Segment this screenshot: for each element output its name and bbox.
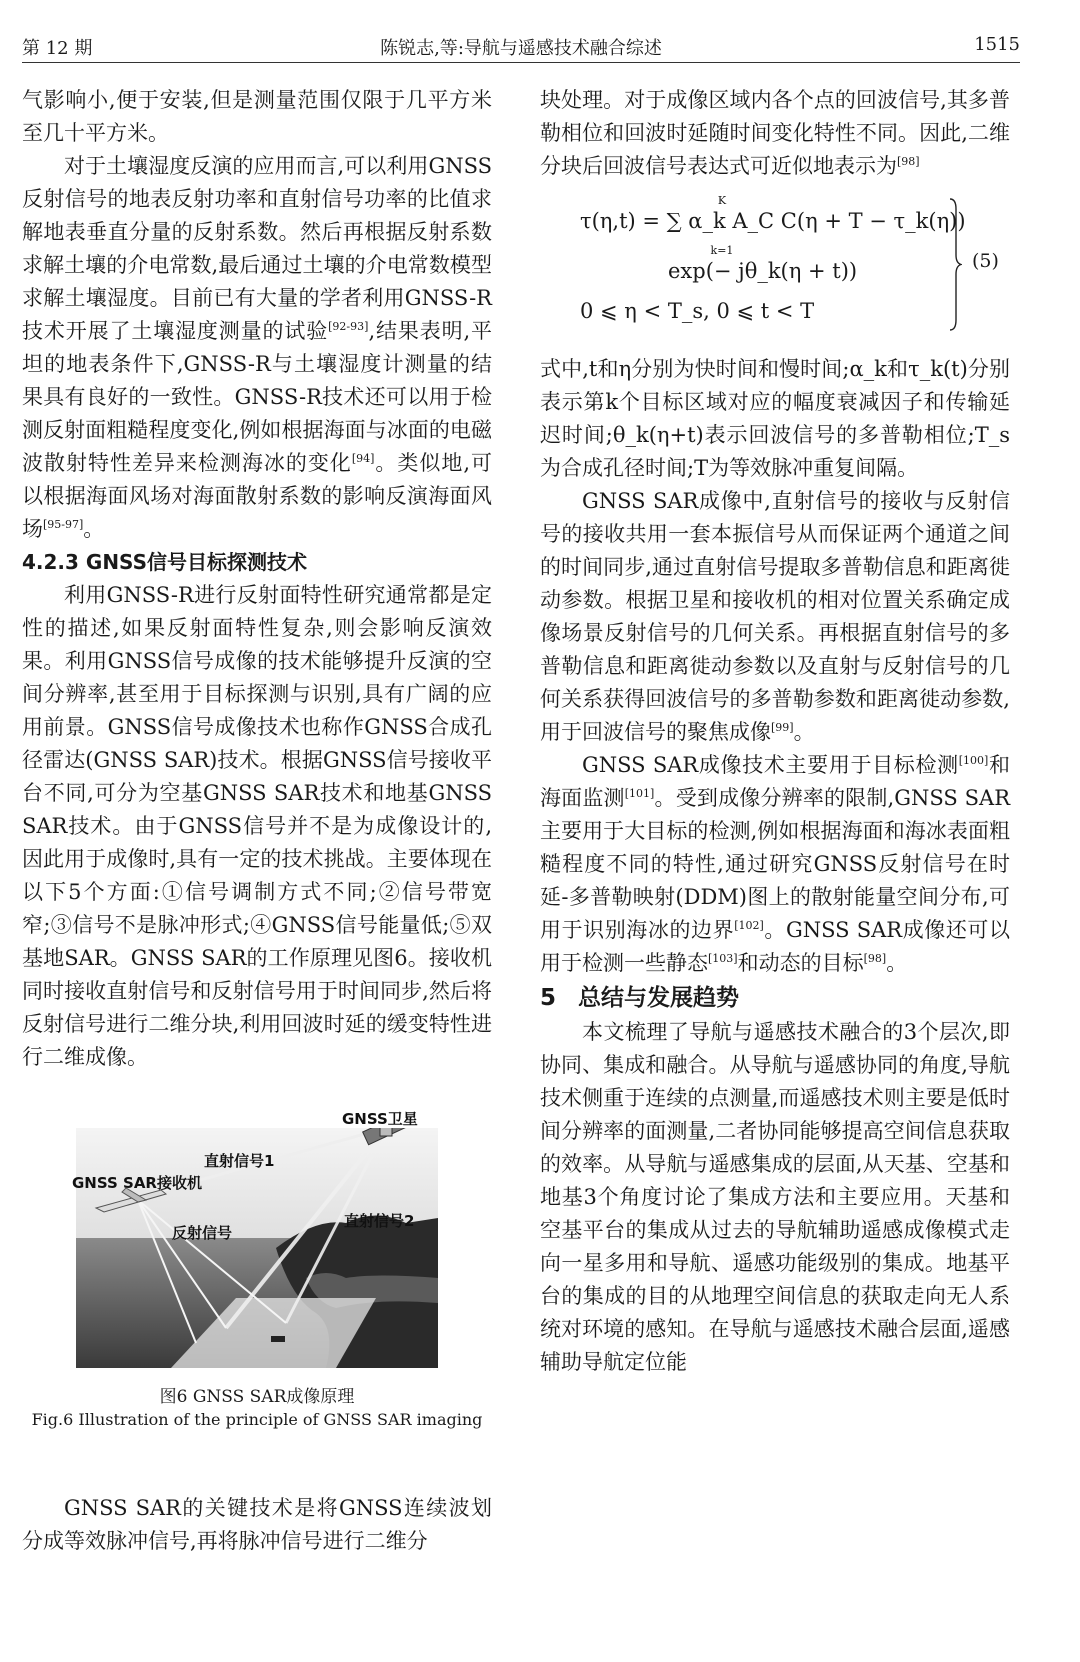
- left-column-bottom: [22, 1492, 492, 1558]
- citation[interactable]: [94]: [351, 452, 375, 465]
- citation[interactable]: [101]: [624, 787, 655, 800]
- target-boat: [271, 1336, 285, 1342]
- paragraph-summary: 本文梳理了导航与遥感技术融合的3个层次,即协同、集成和融合。从导航与遥感协同的角度,导航技术侧重于连续的点测量,而遥感技术则主要是低时间分辨率的面测量,二者协同能够提高空间信息获取的效率。从导航与遥感集成的层面,从天基、空基和地基3个角度讨论了集成方法和主要应用。天基和空基平台的集成从过去的导航辅助遥感成像模式走向一星多用和导航、遥感功能级别的集成。地基平台的集成的目的从地理空间信息的获取走向无人系统对环境的感知。在导航与遥感技术融合层面,遥感辅助导航定位能: [540, 1020, 1010, 1374]
- sum-lower-limit: k=1: [710, 244, 734, 257]
- figure-label-satellite: GNSS卫星: [342, 1110, 418, 1128]
- equation-number: (5): [972, 250, 999, 272]
- figure-caption-en: Fig.6 Illustration of the principle of GNSS SAR imaging: [31, 1410, 483, 1429]
- citation[interactable]: [98]: [863, 952, 887, 965]
- paragraph-block-processing: 块处理。对于成像区域内各个点的回波信号,其多普勒相位和回波时延随时间变化特性不同。因此,二维分块后回波信号表达式可近似地表示为[98]: [540, 88, 1010, 178]
- equation-line-1: τ(η,t) = ∑ α_k A_C C(η + T − τ_k(η)): [580, 209, 966, 233]
- running-title: 陈锐志,等:导航与遥感技术融合综述: [380, 38, 662, 59]
- right-brace-icon: [948, 197, 962, 332]
- figure-caption-cn: 图6 GNSS SAR成像原理: [159, 1387, 355, 1407]
- equation-line-2: exp(− jθ_k(η + t)): [668, 259, 858, 283]
- citation[interactable]: [103]: [708, 952, 738, 965]
- section-number: 5: [540, 985, 557, 1011]
- running-header: [22, 26, 1020, 66]
- section-title: 总结与发展趋势: [578, 985, 739, 1011]
- section-heading-5: [540, 980, 1010, 1016]
- paragraph-soil-moisture: 对于土壤湿度反演的应用而言,可以利用GNSS反射信号的地表反射功率和直射信号功率的比值求解地表垂直分量的反射系数。然后再根据反射系数求解土壤的介电常数,最后通过土壤的介电常数模型求解土壤湿度。目前已有大量的学者利用GNSS-R技术开展了土壤湿度测量的试验[92-93],结果表明,平坦的地表条件下,GNSS-R与土壤湿度计测量的结果具有良好的一致性。GNSS-R技术还可以用于检测反射面粗糙程度变化,例如根据海面与冰面的电磁波散射特性差异来检测海冰的变化[94]。类似地,可以根据海面风场对海面散射系数的影响反演海面风场[95-97]。: [22, 154, 493, 541]
- header-rule: [22, 62, 1020, 63]
- citation[interactable]: [92-93]: [328, 320, 369, 333]
- paragraph-equation-explanation: 式中,t和η分别为快时间和慢时间;α_k和τ_k(t)分别表示第k个目标区域对应的幅度衰减因子和传输延迟时间;θ_k(η+t)表示回波信号的多普勒相位;T_s为合成孔径时间;T为等效脉冲重复间隔。: [540, 357, 1010, 480]
- citation[interactable]: [102]: [734, 919, 764, 932]
- sum-limits: K: [717, 194, 727, 207]
- citation[interactable]: [95-97]: [43, 518, 84, 531]
- paragraph-key-technology: GNSS SAR的关键技术是将GNSS连续波划分成等效脉冲信号,再将脉冲信号进行二维分: [22, 1496, 492, 1553]
- figure-label-direct-2: 直射信号2: [344, 1212, 415, 1230]
- paragraph: 气影响小,便于安装,但是测量范围仅限于几平方米至几十平方米。: [22, 88, 492, 145]
- issue-number: 第 12 期: [22, 38, 93, 59]
- right-column: [540, 84, 1010, 1379]
- citation[interactable]: [98]: [897, 155, 920, 168]
- paragraph-sar-applications: GNSS SAR成像技术主要用于目标检测[100]和海面监测[101]。受到成像分辨率的限制,GNSS SAR主要用于大目标的检测,例如根据海面和海冰表面粗糙程度不同的特性,通过研究GNSS反射信号在时延-多普勒映射(DDM)图上的散射能量空间分布,可用于识别海冰的边界[102]。GNSS SAR成像还可以用于检测一些静态[103]和动态的目标[98]。: [540, 753, 1011, 975]
- equation-line-3: 0 ⩽ η < T_s, 0 ⩽ t < T: [580, 299, 815, 323]
- figure-label-reflected: 反射信号: [172, 1224, 233, 1242]
- page-number: 1515: [974, 34, 1020, 55]
- paragraph-sar-imaging: GNSS SAR成像中,直射信号的接收与反射信号的接收共用一套本振信号从而保证两个通道之间的时间同步,通过直射信号提取多普勒信息和距离徙动参数。根据卫星和接收机的相对位置关系确定成像场景反射信号的几何关系。再根据直射信号的多普勒信息和距离徙动参数以及直射与反射信号的几何关系获得回波信号的多普勒参数和距离徙动参数,用于回波信号的聚焦成像[99]。: [540, 489, 1010, 744]
- citation[interactable]: [100]: [958, 754, 989, 767]
- figure-label-receiver: GNSS SAR接收机: [72, 1174, 202, 1192]
- left-column: [22, 84, 492, 1074]
- equation-5: [540, 187, 1010, 347]
- figure-label-direct-1: 直射信号1: [204, 1152, 275, 1170]
- figure-6: [22, 1100, 492, 1430]
- paragraph-target-detection: 利用GNSS-R进行反射面特性研究通常都是定性的描述,如果反射面特性复杂,则会影响反演效果。利用GNSS信号成像的技术能够提升反演的空间分辨率,甚至用于目标探测与识别,具有广阔的应用前景。GNSS信号成像技术也称作GNSS合成孔径雷达(GNSS SAR)技术。根据GNSS信号接收平台不同,可分为空基GNSS SAR技术和地基GNSS SAR技术。由于GNSS信号并不是为成像设计的,因此用于成像时,具有一定的技术挑战。主要体现在以下5个方面:①信号调制方式不同;②信号带宽窄;③信号不是脉冲形式;④GNSS信号能量低;⑤双基地SAR。GNSS SAR的工作原理见图6。接收机同时接收直射信号和反射信号用于时间同步,然后将反射信号进行二维分块,利用回波时延的缓变特性进行二维成像。: [22, 583, 492, 1069]
- section-heading-4-2-3: 4.2.3 GNSS信号目标探测技术: [22, 550, 307, 574]
- citation[interactable]: [99]: [771, 721, 794, 734]
